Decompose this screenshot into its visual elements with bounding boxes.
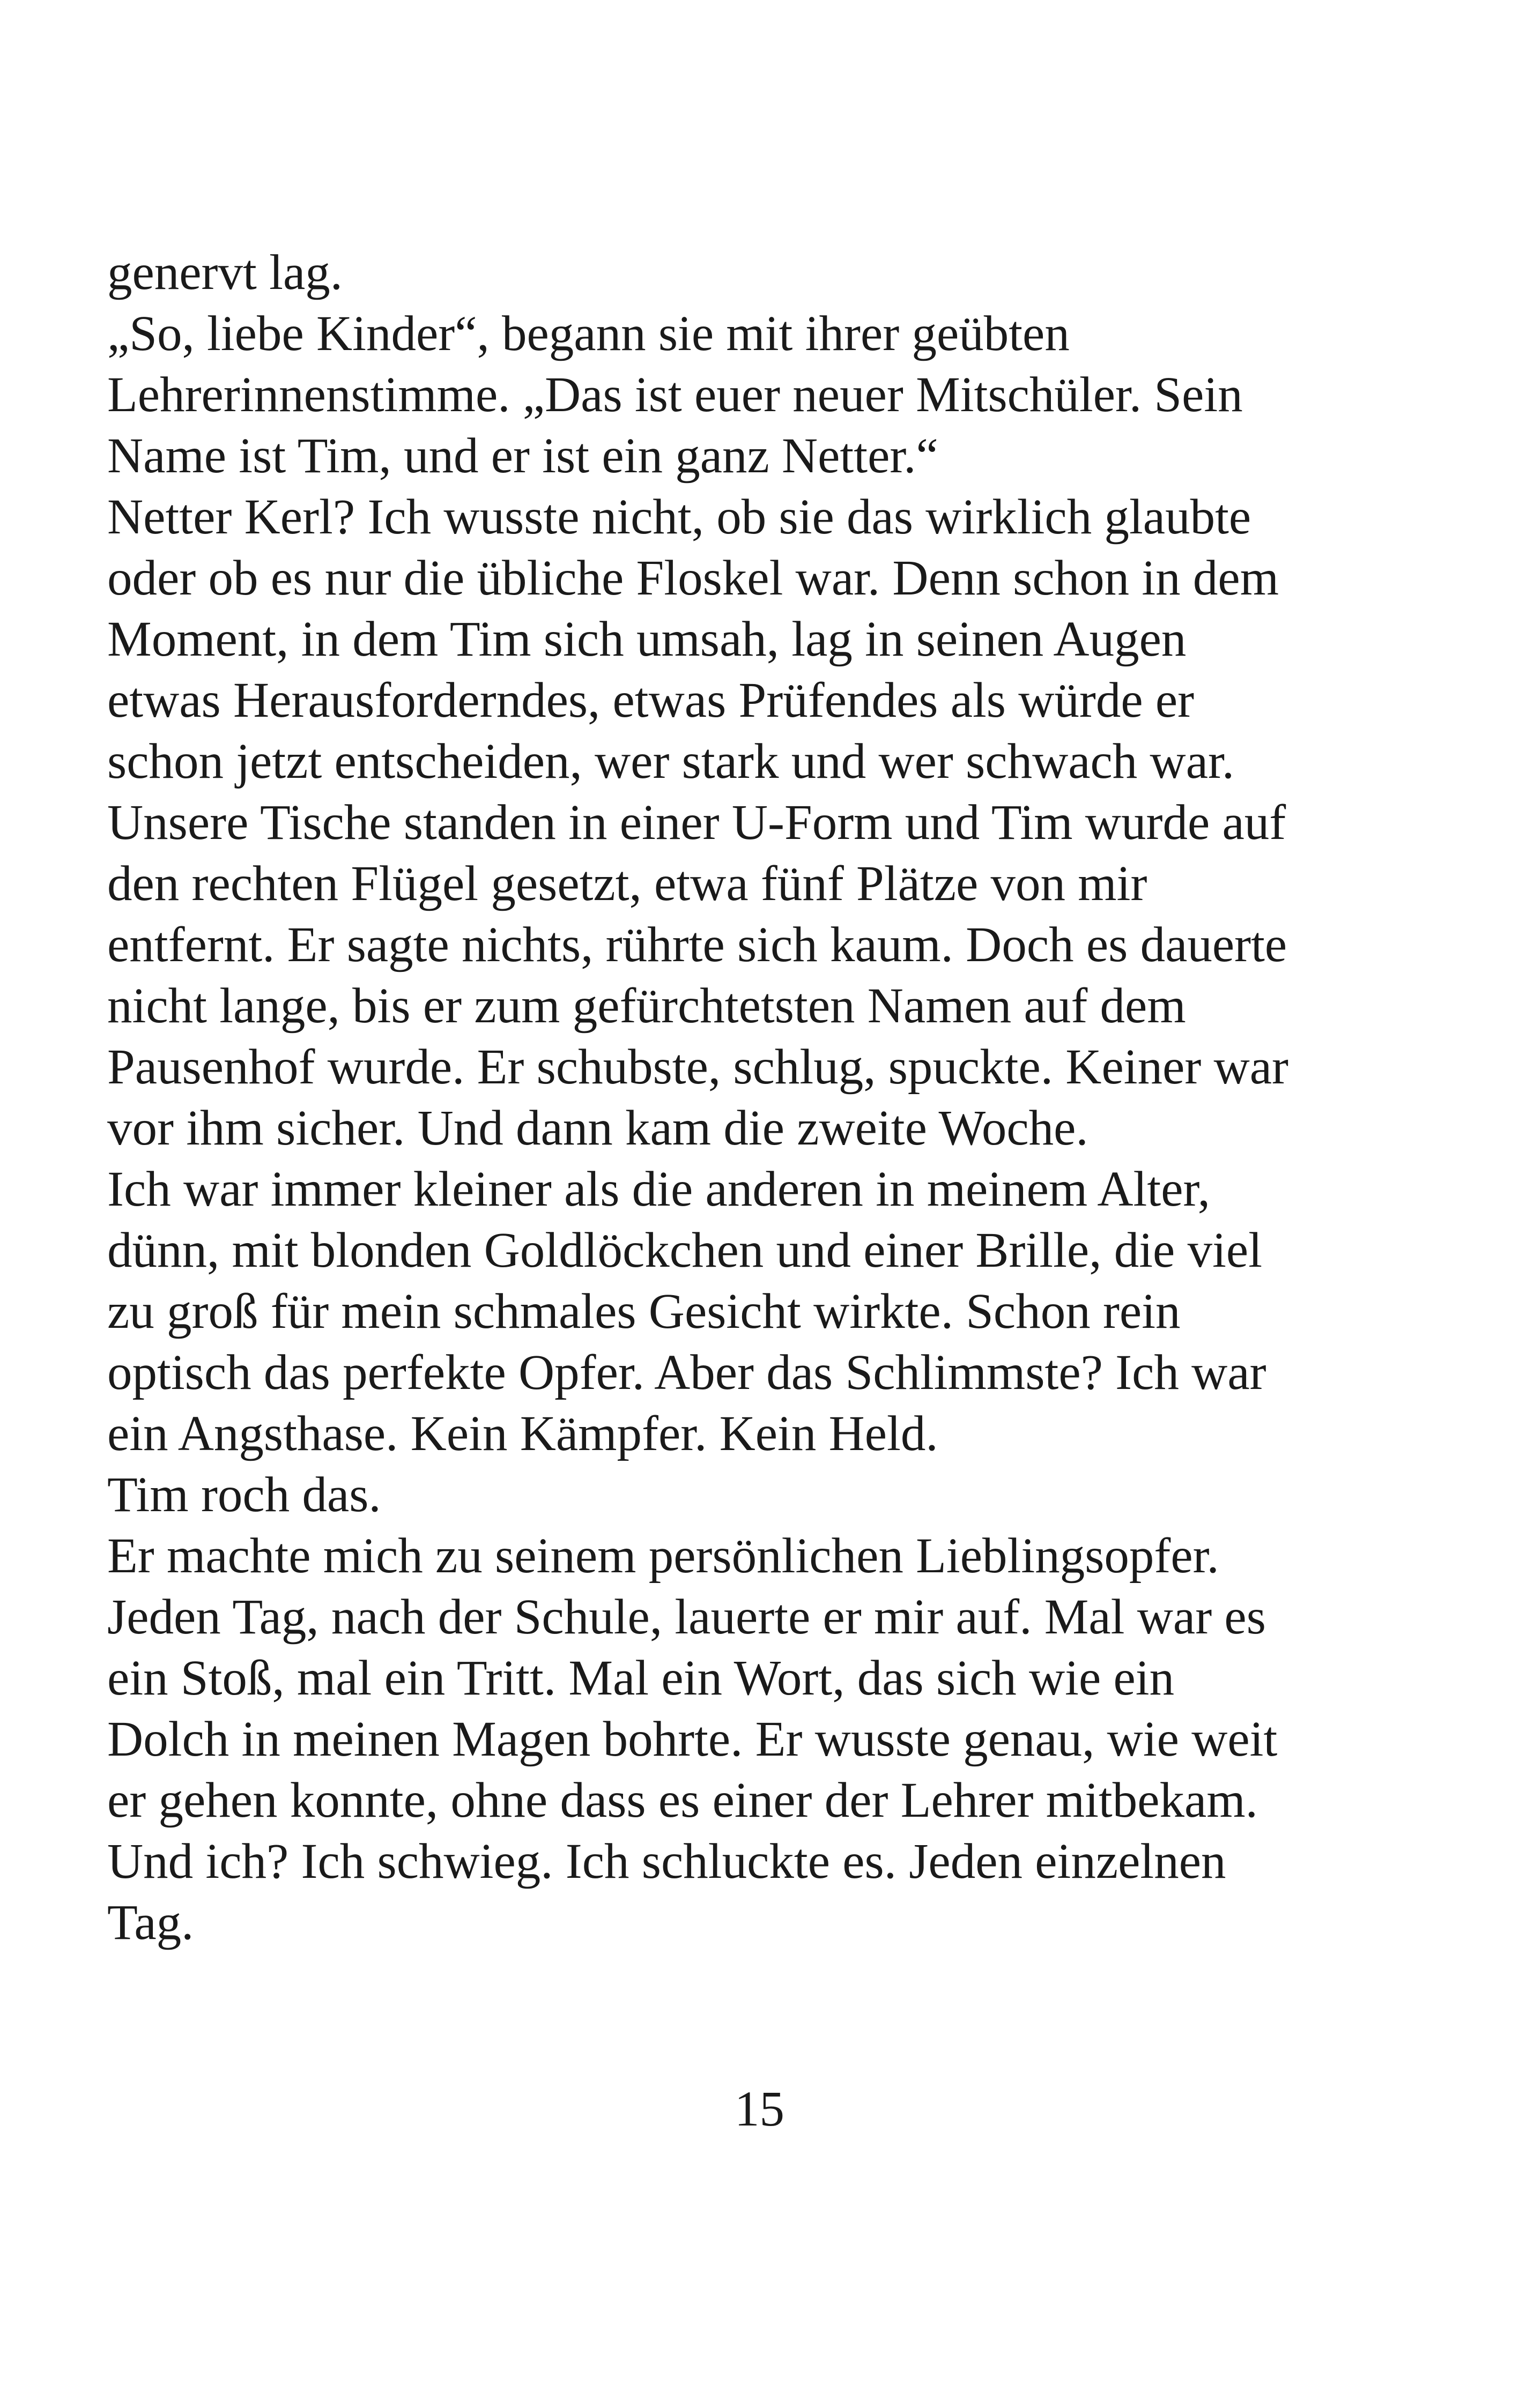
text-line: Dolch in meinen Magen bohrte. Er wusste genau, wie weit: [107, 1712, 1278, 1767]
text-line: ein Angsthase. Kein Kämpfer. Kein Held.: [107, 1406, 938, 1461]
text-line: „So, liebe Kinder“, begann sie mit ihrer geübten: [107, 306, 1070, 361]
text-line: schon jetzt entscheiden, wer stark und wer schwach war.: [107, 734, 1235, 789]
text-line: Lehrerinnenstimme. „Das ist euer neuer Mitschüler. Sein: [107, 367, 1243, 422]
text-line: zu groß für mein schmales Gesicht wirkte. Schon rein: [107, 1284, 1181, 1339]
text-line: dünn, mit blonden Goldlöckchen und einer Brille, die viel: [107, 1223, 1263, 1278]
text-line: etwas Herausforderndes, etwas Prüfendes als würde er: [107, 673, 1195, 728]
text-line: Ich war immer kleiner als die anderen in meinem Alter,: [107, 1162, 1210, 1217]
body-text: [107, 242, 1426, 1953]
text-line: Tag.: [107, 1895, 194, 1950]
text-line: genervt lag.: [107, 245, 343, 300]
text-line: optisch das perfekte Opfer. Aber das Schlimmste? Ich war: [107, 1345, 1266, 1400]
text-line: Pausenhof wurde. Er schubste, schlug, spuckte. Keiner war: [107, 1039, 1288, 1095]
text-line: Er machte mich zu seinem persönlichen Lieblingsopfer.: [107, 1528, 1219, 1584]
text-line: vor ihm sicher. Und dann kam die zweite Woche.: [107, 1101, 1088, 1156]
text-line: ein Stoß, mal ein Tritt. Mal ein Wort, das sich wie ein: [107, 1651, 1175, 1706]
text-line: Tim roch das.: [107, 1467, 381, 1522]
text-line: er gehen konnte, ohne dass es einer der Lehrer mitbekam.: [107, 1773, 1258, 1828]
text-line: nicht lange, bis er zum gefürchtetsten Namen auf dem: [107, 978, 1186, 1034]
text-line: Unsere Tische standen in einer U-Form und Tim wurde auf: [107, 795, 1286, 850]
text-line: Name ist Tim, und er ist ein ganz Netter.“: [107, 428, 938, 484]
text-line: Moment, in dem Tim sich umsah, lag in seinen Augen: [107, 612, 1187, 667]
page-number: 15: [735, 2082, 784, 2137]
text-line: Jeden Tag, nach der Schule, lauerte er mir auf. Mal war es: [107, 1589, 1266, 1645]
text-line: den rechten Flügel gesetzt, etwa fünf Plätze von mir: [107, 856, 1147, 911]
text-line: Netter Kerl? Ich wusste nicht, ob sie das wirklich glaubte: [107, 489, 1251, 545]
text-line: Und ich? Ich schwieg. Ich schluckte es. Jeden einzelnen: [107, 1834, 1226, 1889]
text-line: oder ob es nur die übliche Floskel war. Denn schon in dem: [107, 551, 1279, 606]
text-line: entfernt. Er sagte nichts, rührte sich kaum. Doch es dauerte: [107, 917, 1287, 972]
